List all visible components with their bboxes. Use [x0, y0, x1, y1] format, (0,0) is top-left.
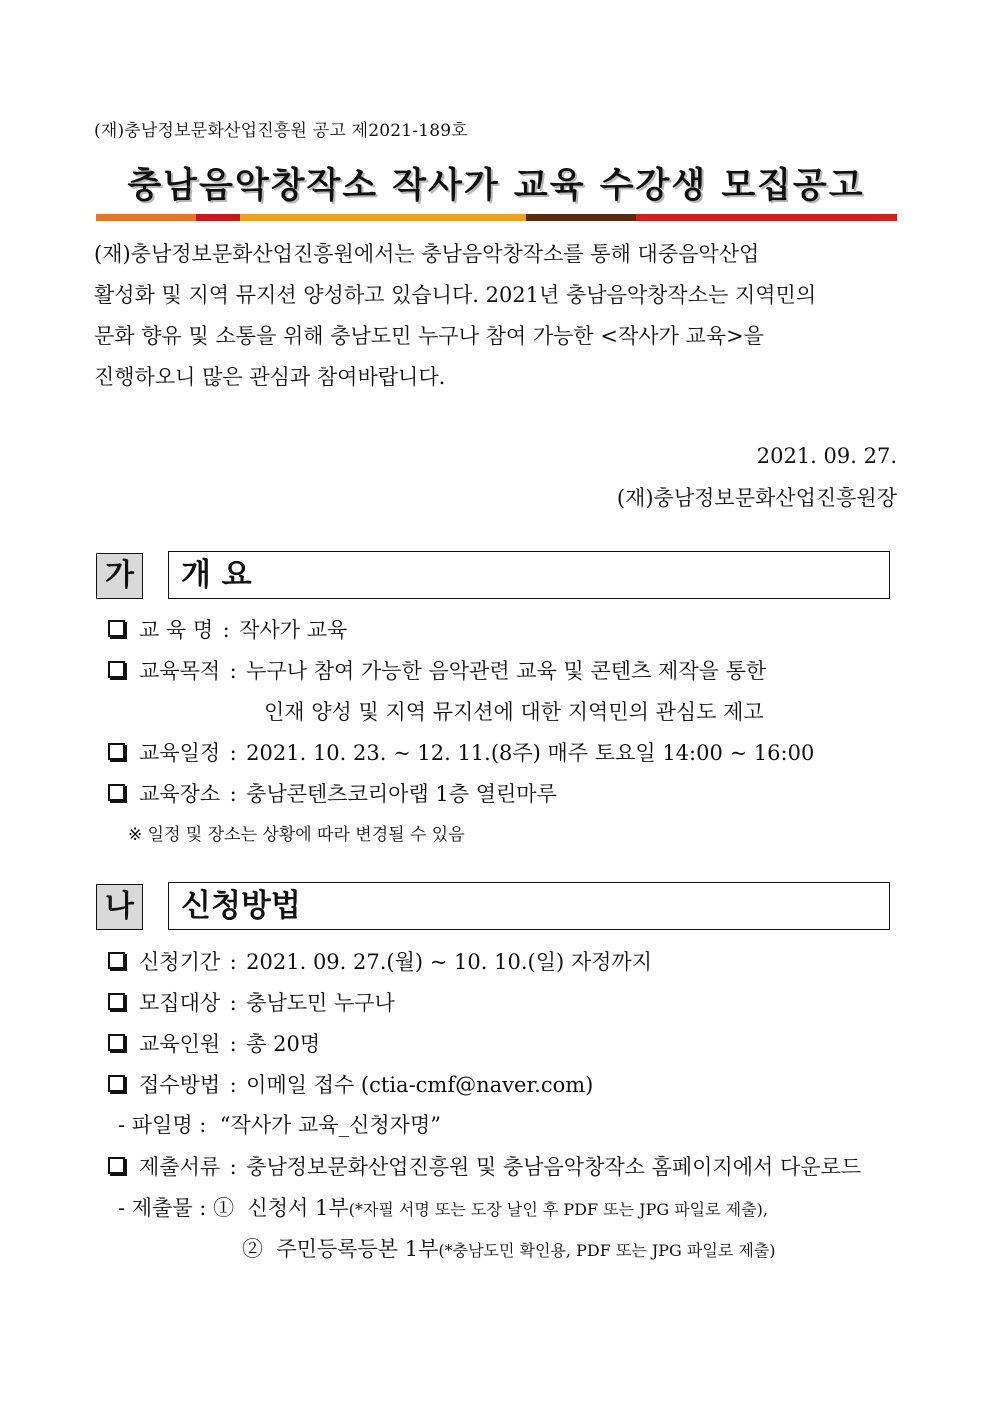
item-label: 교육일정 [139, 741, 221, 765]
item-value: 충남정보문화산업진흥원 및 충남음악창작소 홈페이지에서 다운로드 [246, 1155, 862, 1179]
checkbox-icon [108, 784, 125, 801]
bar-segment-3 [240, 214, 526, 221]
item-value: 총 20명 [246, 1032, 321, 1056]
item-label: 교육장소 [139, 782, 221, 806]
filename-row [118, 1110, 441, 1140]
item-label: 교육목적 [139, 659, 221, 683]
item-label: 모집대상 [139, 991, 221, 1015]
filename-label: - 파일명 : [118, 1113, 207, 1137]
bar-segment-2 [196, 214, 240, 221]
item-value: 충남콘텐츠코리아랩 1층 열린마루 [246, 782, 557, 806]
list-item: 교육인원 : 총 20명 [108, 1029, 320, 1059]
section-b-mark: 나 [96, 884, 143, 930]
circled-number: ② [242, 1237, 263, 1261]
intro-paragraph [94, 234, 898, 398]
item-label: 접수방법 [139, 1073, 221, 1097]
list-item: 모집대상 : 충남도민 누구나 [108, 988, 395, 1018]
checkbox-icon [108, 1075, 125, 1092]
announcement-date: 2021. 09. 27. [756, 444, 897, 468]
item-value-continued: 인재 양성 및 지역 뮤지션에 대한 지역민의 관심도 제고 [264, 700, 764, 724]
submit-item: 신청서 1부 [247, 1196, 349, 1220]
list-item: 교 육 명 : 작사가 교육 [108, 615, 347, 645]
checkbox-icon [108, 1034, 125, 1051]
list-item: 교육일정 : 2021. 10. 23. ~ 12. 11.(8주) 매주 토요일 14:00 ~ 16:00 [108, 738, 814, 768]
bar-segment-5 [636, 214, 897, 221]
submit-label: - 제출물 : [118, 1196, 207, 1220]
list-item: 교육장소 : 충남콘텐츠코리아랩 1층 열린마루 [108, 779, 557, 809]
item-label: 제출서류 [139, 1155, 221, 1179]
item-value: 충남도민 누구나 [246, 991, 395, 1015]
item-label: 교 육 명 [139, 618, 214, 642]
checkbox-icon [108, 743, 125, 760]
notice-number: (재)충남정보문화산업진흥원 공고 제2021-189호 [94, 121, 468, 141]
title-underline-bar [96, 214, 897, 221]
submit-item-note: (*충남도민 확인용, PDF 또는 JPG 파일로 제출) [438, 1241, 776, 1260]
filename-value: “작사가 교육_신청자명” [219, 1113, 441, 1137]
submit-item: 주민등록등본 1부 [276, 1237, 439, 1261]
schedule-note: ※ 일정 및 장소는 상황에 따라 변경될 수 있음 [128, 825, 465, 845]
intro-line: 진행하오니 많은 관심과 참여바랍니다. [94, 365, 446, 389]
list-item: 교육목적 : 누구나 참여 가능한 음악관련 교육 및 콘텐츠 제작을 통한 [108, 656, 766, 686]
checkbox-icon [108, 952, 125, 969]
checkbox-icon [108, 661, 125, 678]
page-title: 충남음악창작소 작사가 교육 수강생 모집공고 [127, 166, 865, 206]
intro-line: 활성화 및 지역 뮤지션 양성하고 있습니다. 2021년 충남음악창작소는 지역민의 [94, 283, 817, 307]
item-value: 2021. 10. 23. ~ 12. 11.(8주) 매주 토요일 14:00 ~ 16:00 [246, 741, 815, 765]
checkbox-icon [108, 1157, 125, 1174]
section-a-heading: 개 요 [168, 551, 890, 599]
intro-line: (재)충남정보문화산업진흥원에서는 충남음악창작소를 통해 대중음악산업 [94, 242, 760, 266]
submission-row-1 [118, 1193, 768, 1225]
issuing-organization: (재)충남정보문화산업진흥원장 [616, 486, 897, 510]
item-label: 교육인원 [139, 1032, 221, 1056]
checkbox-icon [108, 993, 125, 1010]
checkbox-icon [108, 620, 125, 637]
item-value: 누구나 참여 가능한 음악관련 교육 및 콘텐츠 제작을 통한 [246, 659, 767, 683]
section-b-heading: 신청방법 [168, 882, 890, 930]
item-value: 2021. 09. 27.(월) ~ 10. 10.(일) 자정까지 [246, 950, 652, 974]
list-item: 제출서류 : 충남정보문화산업진흥원 및 충남음악창작소 홈페이지에서 다운로드 [108, 1152, 861, 1182]
list-item: 신청기간 : 2021. 09. 27.(월) ~ 10. 10.(일) 자정까지 [108, 947, 652, 977]
list-item: 접수방법 : 이메일 접수 (ctia-cmf@naver.com) [108, 1070, 593, 1100]
bar-segment-1 [96, 214, 196, 221]
item-value: 작사가 교육 [239, 618, 348, 642]
intro-line: 문화 향유 및 소통을 위해 충남도민 누구나 참여 가능한 <작사가 교육>을 [94, 324, 764, 348]
circled-number: ① [213, 1196, 235, 1220]
bar-segment-4 [526, 214, 636, 221]
section-a-mark: 가 [96, 553, 143, 599]
item-label: 신청기간 [139, 950, 221, 974]
submit-item-note: (*자필 서명 또는 도장 날인 후 PDF 또는 JPG 파일로 제출), [348, 1200, 768, 1219]
submission-row-2 [242, 1234, 776, 1266]
item-value: 이메일 접수 (ctia-cmf@naver.com) [246, 1073, 594, 1097]
